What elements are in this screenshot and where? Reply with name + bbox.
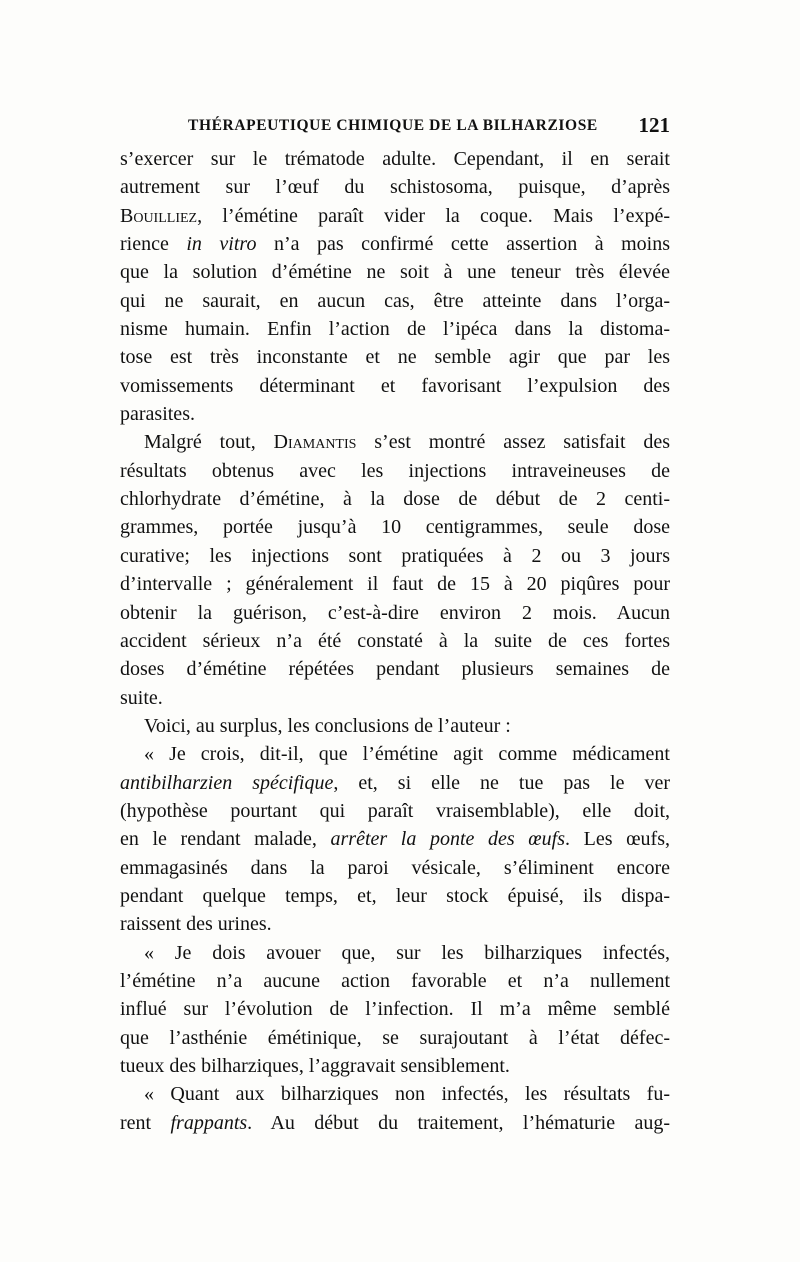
- text-line: [120, 287, 670, 315]
- author-name: Bouilliez: [120, 204, 198, 227]
- running-title: THÉRAPEUTIQUE CHIMIQUE DE LA BILHARZIOSE: [188, 117, 598, 134]
- text-line: [120, 542, 670, 570]
- text-segment: « Quant aux bilharziques non infectés, les résultats fu-: [144, 1083, 670, 1106]
- emphasis-text: arrêter la ponte des œufs: [330, 828, 565, 851]
- text-line: [120, 485, 670, 513]
- text-line: [120, 230, 670, 258]
- text-line: [120, 939, 670, 967]
- text-segment: nisme humain. Enfin l’action de l’ipéca dans la distoma-: [120, 318, 670, 341]
- emphasis-text: antibilharzien spécifique: [120, 771, 334, 794]
- text-segment: doses d’émétine répétées pendant plusieurs semaines de: [120, 658, 670, 681]
- text-line: [120, 995, 670, 1023]
- emphasis-text: frappants: [170, 1111, 248, 1134]
- text-line: [120, 797, 670, 825]
- text-segment: que la solution d’émétine ne soit à une teneur très élevée: [120, 261, 670, 284]
- text-line: [120, 712, 670, 740]
- text-segment: tose est très inconstante et ne semble agir que par les: [120, 346, 670, 369]
- text-segment: rent: [120, 1111, 171, 1134]
- text-line: [120, 372, 670, 400]
- text-segment: d’intervalle ; généralement il faut de 15 à 20 piqûres pour: [120, 573, 670, 596]
- text-segment: (hypothèse pourtant qui paraît vraisemblable), elle doit,: [120, 799, 670, 822]
- text-segment: Malgré tout,: [144, 431, 274, 454]
- text-segment: en le rendant malade,: [120, 828, 331, 851]
- text-line: [120, 173, 670, 201]
- text-line: [120, 400, 670, 428]
- text-segment: vomissements déterminant et favorisant l’expulsion des: [120, 374, 670, 397]
- text-line: [120, 1024, 670, 1052]
- text-segment: influé sur l’évolution de l’infection. Il m’a même semblé: [120, 998, 670, 1021]
- page-header: [120, 113, 670, 139]
- text-line: [120, 1052, 670, 1080]
- text-segment: accident sérieux n’a été constaté à la suite de ces fortes: [120, 629, 670, 652]
- text-segment: « Je crois, dit-il, que l’émétine agit comme médicament: [144, 743, 670, 766]
- text-line: [120, 655, 670, 683]
- text-segment: n’a pas confirmé cette assertion à moins: [256, 233, 670, 256]
- text-segment: autrement sur l’œuf du schistosoma, puisque, d’après: [120, 176, 670, 199]
- text-segment: emmagasinés dans la paroi vésicale, s’éliminent encore: [120, 856, 670, 879]
- text-line: [120, 882, 670, 910]
- text-line: [120, 967, 670, 995]
- text-segment: que l’asthénie émétinique, se surajoutant à l’état défec-: [120, 1026, 670, 1049]
- text-line: [120, 428, 670, 456]
- text-segment: pendant quelque temps, et, leur stock épuisé, ils dispa-: [120, 884, 670, 907]
- text-segment: s’est montré assez satisfait des: [356, 431, 670, 454]
- text-line: [120, 570, 670, 598]
- text-segment: Voici, au surplus, les conclusions de l’auteur :: [144, 714, 511, 737]
- text-line: [120, 599, 670, 627]
- text-segment: chlorhydrate d’émétine, à la dose de début de 2 centi-: [120, 488, 670, 511]
- text-segment: , et, si elle ne tue pas le ver: [333, 771, 670, 794]
- text-segment: raissent des urines.: [120, 913, 272, 936]
- text-segment: l’émétine n’a aucune action favorable et n’a nullement: [120, 969, 670, 992]
- text-line: [120, 343, 670, 371]
- text-segment: obtenir la guérison, c’est-à-dire environ 2 mois. Aucun: [120, 601, 670, 624]
- text-line: [120, 202, 670, 230]
- text-line: [120, 854, 670, 882]
- text-line: [120, 258, 670, 286]
- text-line: [120, 145, 670, 173]
- page-number: 121: [638, 113, 670, 137]
- text-line: [120, 457, 670, 485]
- text-segment: curative; les injections sont pratiquées à 2 ou 3 jours: [120, 544, 670, 567]
- emphasis-text: in vitro: [186, 233, 257, 256]
- text-line: [120, 684, 670, 712]
- text-segment: grammes, portée jusqu’à 10 centigrammes, seule dose: [120, 516, 670, 539]
- text-line: [120, 315, 670, 343]
- text-segment: , l’émétine paraît vider la coque. Mais l’expé-: [197, 204, 670, 227]
- text-segment: résultats obtenus avec les injections intraveineuses de: [120, 459, 670, 482]
- text-line: [120, 910, 670, 938]
- text-segment: . Au début du traitement, l’hématurie aug-: [247, 1111, 671, 1134]
- text-line: [120, 1080, 670, 1108]
- text-line: [120, 740, 670, 768]
- text-segment: rience: [120, 233, 187, 256]
- text-segment: tueux des bilharziques, l’aggravait sensiblement.: [120, 1055, 510, 1077]
- text-line: [120, 825, 670, 853]
- text-segment: s’exercer sur le trématode adulte. Cependant, il en serait: [120, 148, 670, 170]
- text-segment: qui ne saurait, en aucun cas, être atteinte dans l’orga-: [120, 289, 670, 312]
- text-line: [120, 1109, 670, 1137]
- text-line: [120, 513, 670, 541]
- text-line: [120, 769, 670, 797]
- body-text: [120, 145, 670, 1137]
- text-segment: parasites.: [120, 403, 195, 426]
- text-segment: « Je dois avouer que, sur les bilharziques infectés,: [144, 941, 670, 964]
- text-segment: . Les œufs,: [565, 828, 671, 851]
- text-line: [120, 627, 670, 655]
- text-segment: suite.: [120, 686, 163, 709]
- author-name: Diamantis: [273, 431, 357, 454]
